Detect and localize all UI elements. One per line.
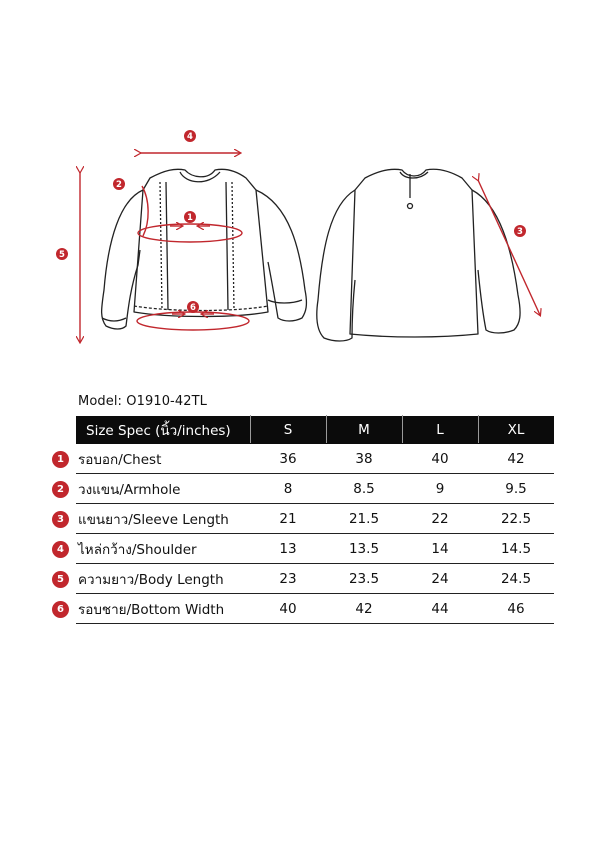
table-row (52, 474, 554, 504)
marker-1 (184, 211, 196, 223)
cell-xl: 24.5 (500, 571, 532, 587)
garment-diagram (0, 0, 595, 370)
marker-3 (514, 225, 526, 237)
cell-l: 44 (431, 601, 449, 617)
cell-m: 23.5 (348, 571, 380, 587)
cell-s: 21 (279, 511, 297, 527)
row-number-badge: 3 (52, 511, 69, 528)
cell-s: 40 (279, 601, 297, 617)
table-row (52, 594, 554, 624)
cell-l: 14 (431, 541, 449, 557)
header-label: Size Spec (นิ้ว/inches) (86, 423, 231, 439)
header-size-xl: XL (478, 422, 554, 438)
cell-xl: 14.5 (500, 541, 532, 557)
table-row (52, 504, 554, 534)
table-row (52, 444, 554, 474)
back-measurements (478, 180, 540, 315)
table-row (52, 564, 554, 594)
cell-xl: 46 (507, 601, 525, 617)
cell-s: 23 (279, 571, 297, 587)
marker-5-label: 5 (59, 250, 65, 260)
row-label: ไหล่กว้าง/Shoulder (78, 542, 197, 558)
cell-s: 13 (279, 541, 297, 557)
header-size-l: L (402, 422, 478, 438)
table-header (76, 416, 554, 444)
row-number-badge: 4 (52, 541, 69, 558)
marker-3-label: 3 (517, 227, 523, 237)
cell-m: 42 (355, 601, 373, 617)
model-number: Model: O1910-42TL (78, 394, 207, 409)
marker-5 (56, 248, 68, 260)
row-number-badge: 2 (52, 481, 69, 498)
header-size-s: S (250, 422, 326, 438)
cell-xl: 42 (507, 451, 525, 467)
cell-l: 22 (431, 511, 449, 527)
marker-4-label: 4 (187, 132, 193, 142)
cell-l: 9 (435, 481, 445, 497)
row-number-badge: 5 (52, 571, 69, 588)
back-blouse-drawing (317, 169, 520, 341)
row-label: รอบชาย/Bottom Width (78, 602, 225, 618)
marker-1-label: 1 (187, 213, 193, 223)
front-blouse-drawing (102, 169, 307, 329)
row-label: รอบอก/Chest (78, 452, 162, 468)
cell-s: 36 (279, 451, 297, 467)
cell-s: 8 (283, 481, 293, 497)
marker-4 (184, 130, 196, 142)
marker-2 (113, 178, 125, 190)
row-label: วงแขน/Armhole (78, 482, 181, 498)
marker-badges (56, 130, 526, 313)
cell-l: 24 (431, 571, 449, 587)
cell-m: 8.5 (353, 481, 375, 497)
row-label: ความยาว/Body Length (78, 572, 224, 588)
front-measurements (80, 153, 249, 342)
marker-6 (187, 301, 199, 313)
cell-xl: 22.5 (500, 511, 532, 527)
marker-2-label: 2 (116, 180, 122, 190)
row-number-badge: 1 (52, 451, 69, 468)
table-row (52, 534, 554, 564)
cell-xl: 9.5 (505, 481, 527, 497)
header-size-m: M (326, 422, 402, 438)
cell-m: 38 (355, 451, 373, 467)
cell-m: 21.5 (348, 511, 380, 527)
marker-6-label: 6 (190, 303, 196, 313)
row-label: แขนยาว/Sleeve Length (78, 512, 229, 528)
size-spec-table (52, 416, 554, 624)
cell-m: 13.5 (348, 541, 380, 557)
cell-l: 40 (431, 451, 449, 467)
row-number-badge: 6 (52, 601, 69, 618)
